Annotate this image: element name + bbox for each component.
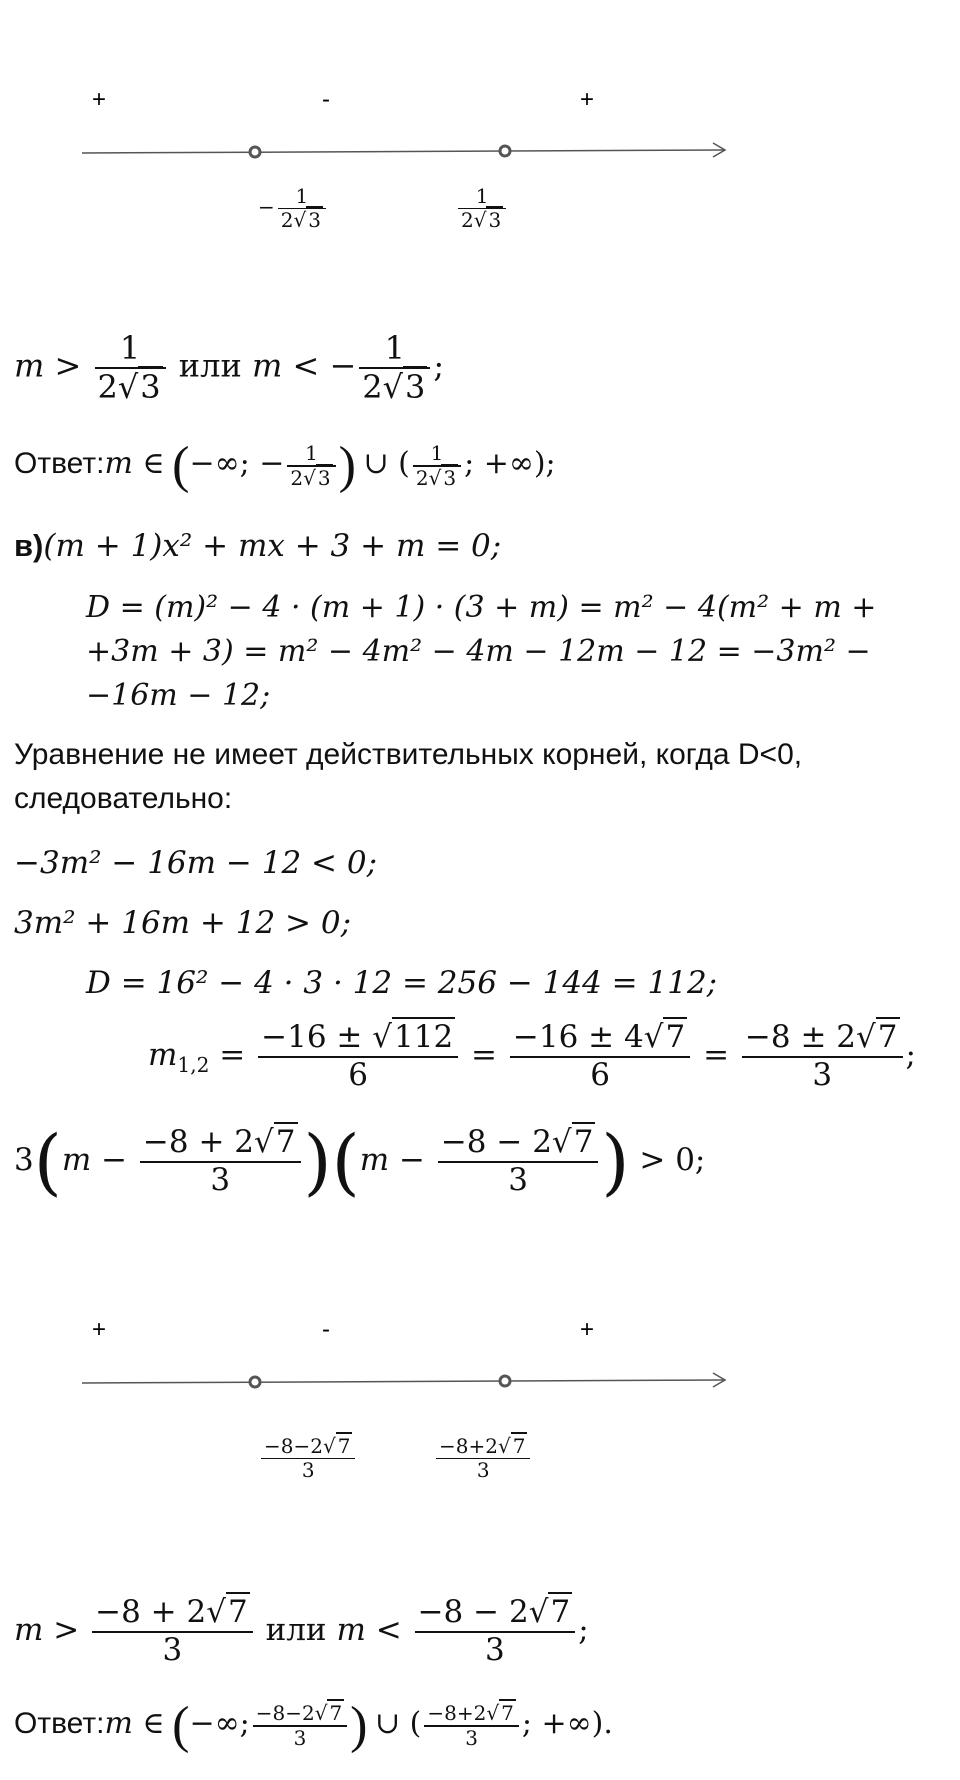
answer-1: Ответ:m ∈ (−∞; − $\frac{1}{2√ 3}$ ) ∪ ( $\frac{1}{2√ 3}$ ; +∞); [14, 437, 556, 494]
sign-minus-middle: - [322, 86, 330, 113]
answer-2: Ответ:m ∈ (−∞; $\frac{-8-2√ 7}{3}$ ) ∪ ( $\frac{-8+2√ 7}{3}$ ; +∞). [14, 1697, 613, 1754]
discriminant-2: D = 16² − 4 · 3 · 12 = 256 − 144 = 112; [86, 965, 718, 1001]
condition-1: m > $\frac{1}{2√3}$ или m < − $\frac{1}{2√3}$ ; [14, 329, 445, 406]
sign-plus-left: + [92, 86, 107, 113]
text-line-2: следовательно: [14, 782, 233, 815]
point-right [500, 146, 510, 156]
point-right-label: $\frac{1}{2√ 3}$ [455, 185, 509, 232]
factored-inequality: 3(m − $\frac{-8 + 2√7}{3}$ )(m − $\frac{-8 - 2√7}{3}$ ) > 0; [14, 1119, 706, 1204]
point-left-label-2: $\frac{-8-2√ 7}{3}$ [258, 1435, 358, 1482]
discriminant-1-line-3: −16m − 12; [86, 678, 271, 713]
point-left [250, 147, 260, 157]
point-right [500, 1376, 510, 1386]
axis-line [82, 1380, 725, 1383]
sign-plus-left: + [92, 1316, 107, 1343]
sign-minus-middle: - [322, 1316, 330, 1343]
sign-plus-right: + [580, 86, 595, 113]
point-right-label-2: $\frac{-8+2√ 7}{3}$ [433, 1435, 533, 1482]
number-line-2 [70, 1305, 750, 1395]
discriminant-1-line-2: +3m + 3) = m² − 4m² − 4m − 12m − 12 = −3m² − [86, 634, 871, 669]
discriminant-1-line-1: D = (m)² − 4 · (m + 1) · (3 + m) = m² − 4(m² + m + [86, 590, 877, 625]
sign-plus-right: + [580, 1316, 595, 1343]
text-line-1: Уравнение не имеет действительных корней, когда D<0, [14, 738, 803, 771]
point-left [250, 1377, 260, 1387]
inequality-2: 3m² + 16m + 12 > 0; [14, 905, 352, 941]
part-v-equation: в)(m + 1)x² + mx + 3 + m = 0; [14, 528, 502, 564]
point-left-label: − $\frac{1}{2√ 3}$ [258, 185, 329, 232]
number-line-1 [70, 75, 750, 165]
inequality-1: −3m² − 16m − 12 < 0; [14, 845, 378, 881]
axis-line [82, 150, 725, 153]
roots-formula: $m_{1,2}$ = $\frac{-16 \pm √112}{6}$ = $\frac{-16 \pm 4√7}{6}$ = $\frac{-8 \pm 2√7}{3}$ ; [148, 1019, 916, 1093]
condition-2: m > $\frac{-8 + 2√7}{3}$ или m < $\frac{-8 - 2√7}{3}$ ; [14, 1594, 589, 1668]
